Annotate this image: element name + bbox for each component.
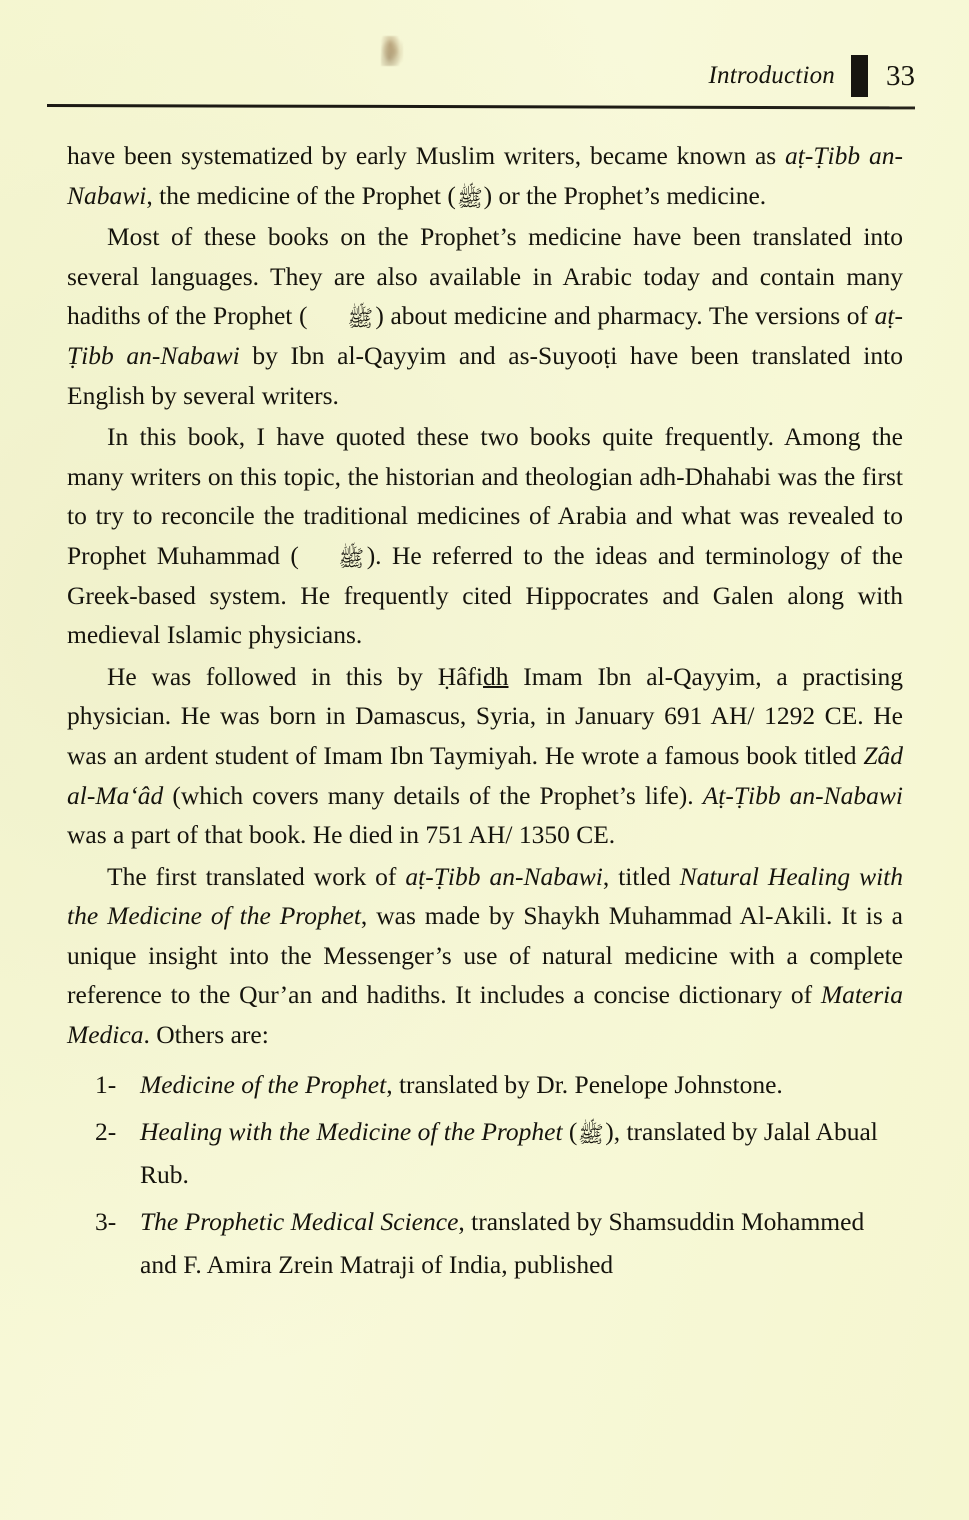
text-run: ) about medicine and pharmacy. The versions of [375, 301, 875, 331]
italic-run: Zâd al-Ma‘âd [67, 740, 903, 810]
italic-run: Materia Medica [67, 980, 903, 1050]
italic-run: Healing with the Medicine of the Prophet [140, 1116, 563, 1146]
body-text-column [67, 136, 903, 1290]
italic-run: aṭ-Ṭibb an-Nabawi [405, 861, 603, 891]
italic-run: The Prophetic Medical Science [140, 1206, 459, 1236]
body-paragraph: In this book, I have quoted these two books quite frequently. Among the many writers on this topic, the historian and theologian adh-Dhahabi was the first to try to reconcile the traditional medicines of Arabia and what was revealed to Prophet Muhammad ( ﷺ ). He referred to the ideas and terminology of the Greek-based system. He frequently cited Hippocrates and Galen along with medieval Islamic physicians. [67, 422, 903, 650]
body-paragraph [67, 657, 903, 855]
paragraph-group [67, 136, 903, 1055]
body-paragraph [67, 857, 903, 1055]
text-run: He was followed in this by [107, 661, 438, 691]
text-run: Most of these books on the Prophet’s medicine have been translated into several languages. They are also available in Arabic today and contain many hadiths of the Prophet ( [67, 222, 903, 331]
text-run: (which covers many details of the Prophet’s life). [163, 780, 703, 810]
text-run: , was made by Shaykh Muhammad Al-Akili. It is a unique insight into the Messenger’s use of natural medicine with a complete reference to the Qur’an and hadiths. It includes a concise dictionary of [67, 901, 904, 1010]
header-horizontal-rule [47, 104, 915, 109]
text-run: ). He referred to the ideas and terminology of the Greek-based system. He frequently cited Hippocrates and Galen along with medieval Islamic physicians. [67, 540, 903, 650]
text-run: In this book, I have quoted these two books quite frequently. Among the many writers on this topic, the historian and theologian adh-Dhahabi was the first to try to reconcile the traditional medicines of Arabia and what was revealed to Prophet Muhammad ( [67, 422, 903, 570]
list-item [67, 1200, 903, 1286]
text-run: have been systematized by early Muslim writers, became known as [67, 141, 786, 170]
text-run: , translated by Shamsuddin Mohammed and F. Amira Zrein Matraji of India, published [140, 1206, 865, 1279]
italic-run: Aṭ-Ṭibb an-Nabawi [702, 780, 904, 810]
underlined-run: dh [483, 661, 509, 691]
text-run: ), translated by Jalal Abual Rub. [140, 1116, 878, 1189]
text-run: by Ibn al-Qayyim and as-Suyooṭi have been translated into English by several writers. [67, 340, 903, 410]
text-run: ) or the Prophet’s medicine. [483, 180, 767, 210]
text-run: Ḥâfi [437, 661, 483, 691]
body-paragraph: have been systematized by early Muslim writers, became known as aṭ-Ṭibb an-Nabawi, the medicine of the Prophet (ﷺ) or the Prophet’s medicine. [67, 141, 903, 212]
italic-run: Medicine of the Prophet [140, 1069, 387, 1099]
text-run: , translated by Dr. Penelope Johnstone. [386, 1069, 783, 1099]
text-run: The first translated work of [107, 861, 406, 891]
text-run: . Others are: [143, 1020, 269, 1050]
italic-run: aṭ-Ṭibb an-Nabawi [67, 301, 903, 370]
translated-books-list [67, 1063, 903, 1286]
page-number: 33 [886, 59, 915, 92]
italic-run: Natural Healing with the Medicine of the Prophet [67, 861, 903, 931]
list-item: 2- Healing with the Medicine of the Prophet (ﷺ), translated by Jalal Abual Rub. [67, 1110, 903, 1196]
list-item-marker: 3- [95, 1206, 117, 1236]
running-header [47, 50, 915, 102]
list-item [67, 1063, 903, 1106]
text-run: was a part of that book. He died in 751 AH/ 1350 CE. [67, 820, 616, 850]
body-paragraph: Most of these books on the Prophet’s medicine have been translated into several languages. They are also available in Arabic today and contain many hadiths of the Prophet ( ﷺ ) about medicine and pharmacy. The versions of aṭ-Ṭibb an-Nabawi by Ibn al-Qayyim and as-Suyooṭi have been translated into English by several writers. [67, 222, 903, 410]
italic-run: aṭ-Ṭibb an-Nabawi [67, 141, 903, 210]
header-divider-bar [851, 55, 868, 97]
text-run: ( [562, 1116, 578, 1146]
list-item-marker: 2- [95, 1116, 117, 1146]
text-run: , titled [602, 861, 680, 891]
text-run: Imam Ibn al-Qayyim, a practising physician. He was born in Damascus, Syria, in January 691 AH/ 1292 CE. He was an ardent student of Imam Ibn Taymiyah. He wrote a famous book titled [67, 661, 903, 770]
list-item-marker: 1- [95, 1069, 117, 1099]
text-run: , the medicine of the Prophet ( [146, 180, 456, 210]
header-section-title: Introduction [708, 62, 835, 89]
